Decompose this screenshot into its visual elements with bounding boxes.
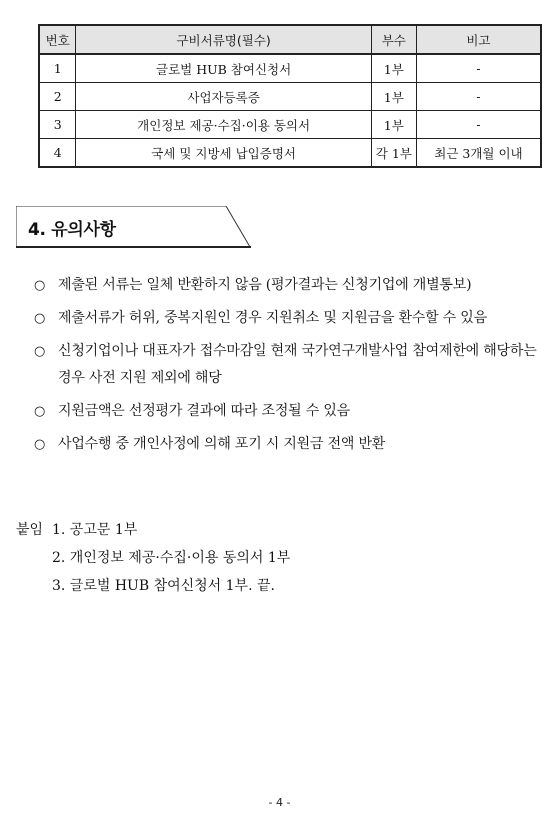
circle-bullet-icon: ○ [34, 404, 46, 419]
note-text: 지원금액은 선정평가 결과에 따라 조정될 수 있음 [58, 403, 350, 419]
cell-copies: 1부 [371, 111, 416, 139]
note-text: 제출서류가 허위, 중복지원인 경우 지원취소 및 지원금을 환수할 수 있음 [58, 310, 487, 326]
table-row [39, 139, 541, 168]
cell-remarks: - [416, 83, 541, 111]
note-text: 제출된 서류는 일체 반환하지 않음 (평가결과는 신청기업에 개별통보) [58, 277, 472, 293]
cell-number: 4 [39, 139, 76, 168]
table-header-row [39, 25, 541, 54]
required-documents-table [38, 24, 542, 168]
circle-bullet-icon: ○ [34, 278, 46, 293]
cell-copies: 각 1부 [371, 139, 416, 168]
table-row [39, 54, 541, 83]
attachment-item: 2. 개인정보 제공·수집·이용 동의서 1부 [52, 550, 291, 566]
header-remarks: 비고 [416, 25, 541, 54]
cell-number: 3 [39, 111, 76, 139]
cell-copies: 1부 [371, 83, 416, 111]
cell-remarks: 최근 3개월 이내 [416, 139, 541, 168]
header-copies: 부수 [371, 25, 416, 54]
circle-bullet-icon: ○ [34, 344, 46, 359]
list-item [34, 272, 549, 299]
table-row [39, 83, 541, 111]
notes-list [34, 272, 549, 464]
cell-document-name: 글로벌 HUB 참여신청서 [76, 54, 371, 83]
attachment-prefix: 붙임 [16, 522, 44, 538]
note-text: 신청기업이나 대표자가 접수마감일 현재 국가연구개발사업 참여제한에 해당하는 경우 사전 지원 제외에 해당 [58, 343, 537, 386]
table-row [39, 111, 541, 139]
circle-bullet-icon: ○ [34, 311, 46, 326]
cell-remarks: - [416, 54, 541, 83]
section-heading [16, 206, 252, 248]
list-item [34, 338, 549, 392]
cell-document-name: 사업자등록증 [76, 83, 371, 111]
section-title: 4. 유의사항 [28, 220, 116, 240]
cell-number: 1 [39, 54, 76, 83]
attachment-item: 1. 공고문 1부 [52, 522, 138, 538]
attachment-item: 3. 글로벌 HUB 참여신청서 1부. 끝. [52, 578, 275, 594]
cell-document-name: 국세 및 지방세 납입증명서 [76, 139, 371, 168]
note-text: 사업수행 중 개인사정에 의해 포기 시 지원금 전액 반환 [58, 436, 386, 452]
header-number: 번호 [39, 25, 76, 54]
circle-bullet-icon: ○ [34, 437, 46, 452]
cell-document-name: 개인정보 제공·수집·이용 동의서 [76, 111, 371, 139]
header-document-name: 구비서류명(필수) [76, 25, 371, 54]
cell-remarks: - [416, 111, 541, 139]
list-item [34, 305, 549, 332]
cell-number: 2 [39, 83, 76, 111]
list-item [34, 431, 549, 458]
cell-copies: 1부 [371, 54, 416, 83]
page-number: - 4 - [268, 796, 291, 809]
list-item [34, 398, 549, 425]
